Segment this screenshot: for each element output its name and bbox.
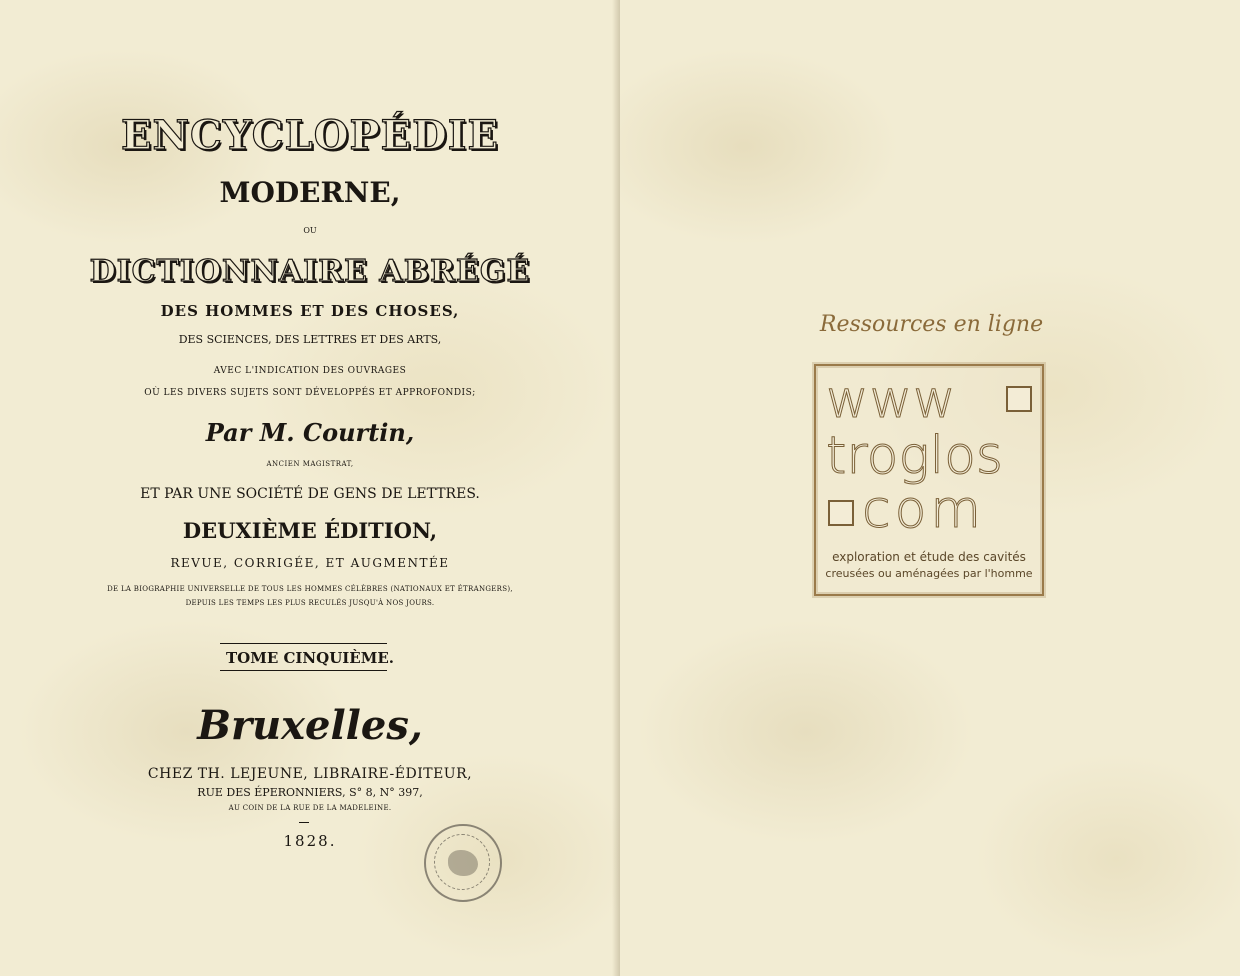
- logo-line-com: com: [862, 480, 986, 540]
- year: 1828.: [283, 832, 337, 850]
- logo-subtitle-line-1: exploration et étude des cavités: [832, 550, 1026, 564]
- publisher: CHEZ TH. LEJEUNE, LIBRAIRE-ÉDITEUR,: [147, 766, 473, 782]
- address-line-2: AU COIN DE LA RUE DE LA MADELEINE.: [228, 804, 392, 812]
- address-line-1: RUE DES ÉPERONNIERS, S° 8, N° 397,: [197, 786, 423, 799]
- troglos-logo: [814, 364, 1044, 596]
- volume-rule-top: [220, 643, 387, 644]
- logo-line-troglos: troglos: [826, 426, 1003, 486]
- volume-rule-bottom: [220, 670, 387, 671]
- subtitle-line-3: AVEC L'INDICATION DES OUVRAGES: [213, 366, 407, 376]
- logo-dot-square-1: [1006, 386, 1032, 412]
- logo-dot-square-2: [828, 500, 854, 526]
- logo-line-www: www: [826, 370, 957, 430]
- title-line-2: MODERNE,: [219, 176, 401, 209]
- contributors: ET PAR UNE SOCIÉTÉ DE GENS DE LETTRES.: [140, 486, 480, 502]
- edition-detail-line-2: DEPUIS LES TEMPS LES PLUS RECULÉS JUSQU'À NOS JOURS.: [185, 599, 435, 607]
- subtitle-line-1: DES HOMMES ET DES CHOSES,: [160, 302, 460, 320]
- author-title: ANCIEN MAGISTRAT,: [266, 460, 354, 468]
- subtitle-line-2: DES SCIENCES, DES LETTRES ET DES ARTS,: [178, 333, 442, 346]
- title-line-3: DICTIONNAIRE ABRÉGÉ: [89, 254, 531, 289]
- author: Par M. Courtin,: [205, 418, 415, 447]
- volume: TOME CINQUIÈME.: [225, 649, 394, 667]
- subtitle-line-4: OÙ LES DIVERS SUJETS SONT DÉVELOPPÉS ET APPROFONDIS;: [144, 388, 476, 398]
- year-dash: [299, 822, 309, 823]
- logo-tagline: Ressources en ligne: [819, 312, 1044, 337]
- title-conjunction: OU: [303, 226, 317, 235]
- logo-subtitle-line-2: creusées ou aménagées par l'homme: [825, 567, 1033, 580]
- title-line-1: ENCYCLOPÉDIE: [121, 112, 499, 159]
- city: Bruxelles,: [197, 702, 423, 749]
- edition: DEUXIÈME ÉDITION,: [182, 518, 438, 543]
- library-stamp: [424, 824, 502, 902]
- edition-note: REVUE, CORRIGÉE, ET AUGMENTÉE: [170, 556, 450, 570]
- edition-detail-line-1: DE LA BIOGRAPHIE UNIVERSELLE DE TOUS LES HOMMES CÉLÈBRES (NATIONAUX ET ÉTRANGERS),: [107, 585, 513, 593]
